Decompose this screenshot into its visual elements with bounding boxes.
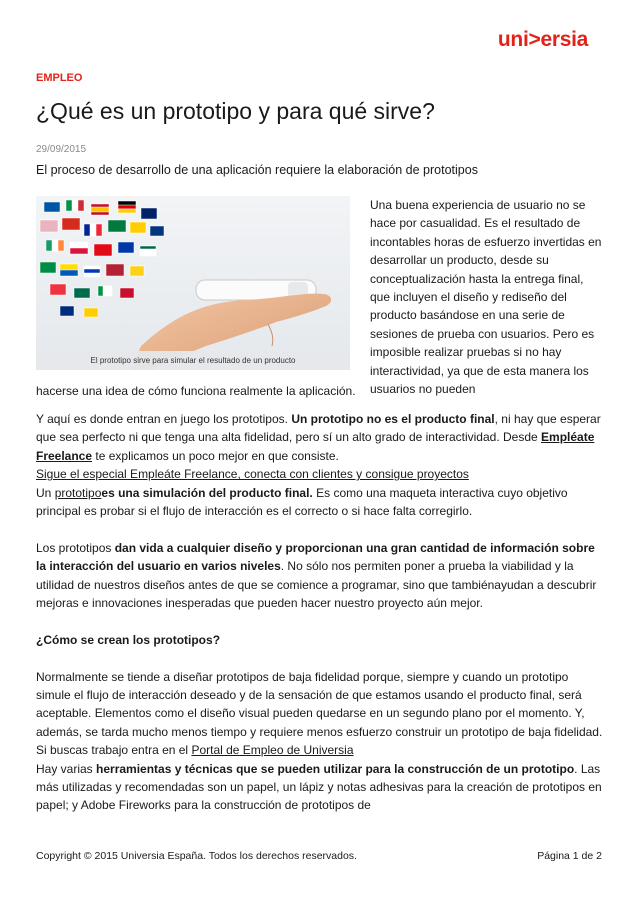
text: Y aquí es donde entran en juego los prototipos. [36, 412, 292, 426]
page-footer [36, 850, 602, 862]
especial-freelance-link[interactable]: Sigue el especial Empleáte Freelance, conecta con clientes y consigue proyectos [36, 467, 469, 482]
bold-text: Un prototipo no es el producto final [291, 412, 495, 426]
article-body [36, 410, 606, 815]
text: Es como una maqueta interactiva cuyo objetivo principal es probar si el flujo de interacción es el correcto o si hace falta corregirlo. [36, 485, 568, 519]
image-caption: El prototipo sirve para simular el resultado de un producto [36, 351, 350, 370]
text: . Las más utilizadas y recomendadas son un papel, un lápiz y notas adhesivas para la creación de prototipos en papel; y Adobe Fireworks para la construcción de prototipos de [36, 761, 602, 813]
paragraph-portal [36, 741, 606, 759]
bold-text: dan vida a cualquier diseño y proporcionan una gran cantidad de información sobre la interacción del usuario en varios niveles [36, 540, 595, 574]
hand-phone-flags-illustration [36, 196, 350, 370]
text: Un [36, 485, 55, 500]
empleate-freelance-link[interactable]: Empléate Freelance [36, 430, 595, 463]
heading-text: ¿Cómo se crean los prototipos? [36, 632, 221, 647]
paragraph-tools [36, 760, 606, 815]
text: , ni hay que esperar que sea perfecto ni que tenga una alta fidelidad, pero sí un alto grado de interactividad. Desde [36, 412, 601, 445]
copyright-text: Copyright © 2015 Universia España. Todos los derechos reservados. [36, 850, 357, 862]
text: . No sólo nos permiten poner a prueba la viabilidad y la utilidad de nuestros diseños antes de que se comience a programar, sino que tambiénayudan a descubrir mejoras e innovaciones inesperadas que pueden hacer nuestro proyecto aún mejor. [36, 559, 597, 611]
intro-continuation [36, 382, 606, 400]
article-image [36, 196, 350, 370]
paragraph-definition [36, 484, 606, 521]
intro-continuation-text: hacerse una idea de cómo funciona realmente la aplicación. [36, 384, 356, 398]
text: Si buscas trabajo entra en el [36, 743, 192, 758]
paragraph-prototypes-intro [36, 410, 606, 465]
article-category: EMPLEO [36, 72, 83, 84]
paragraph-benefits [36, 539, 606, 613]
intro-paragraph [370, 196, 602, 398]
section-heading [36, 631, 606, 649]
bold-text: es una simulación del producto final. [101, 485, 313, 500]
bold-text: herramientas y técnicas que se pueden utilizar para la construcción de un prototipo [96, 761, 575, 776]
text: Los prototipos [36, 540, 115, 555]
paragraph-freelance-link [36, 465, 606, 483]
intro-text: Una buena experiencia de usuario no se hace por casualidad. Es el resultado de incontables horas de esfuerzo invertidas en desarrollar un producto, desde su conceptualización hasta la entrega final, que incluyen el diseño y rediseño del producto basándose en una serie de sesiones de prueba con usuarios. Pero es imposible realizar pruebas si no hay interactividad, ya que de esta manera los usuarios no pueden [370, 198, 602, 397]
article-subtitle: El proceso de desarrollo de una aplicación requiere la elaboración de prototipos [36, 163, 478, 177]
page-number: Página 1 de 2 [537, 850, 602, 862]
prototipo-link[interactable]: prototipo [54, 485, 102, 500]
article-date: 29/09/2015 [36, 144, 87, 155]
universia-logo: uni>ersia [497, 28, 588, 51]
paragraph-low-fidelity: Normalmente se tiende a diseñar prototipos de baja fidelidad porque, siempre y cuando un prototipo simule el flujo de interacción deseado y de la sensación de que estamos usando el producto final, será aceptable. Elementos como el diseño visual pueden quedarse en un segundo plano por el momento. Y, además, se tarda mucho menos tiempo y requiere menos esfuerzo construir un prototipo de baja fidelidad. [36, 669, 603, 739]
text: te explicamos un poco mejor en que consiste. [92, 448, 339, 463]
article-title: ¿Qué es un prototipo y para qué sirve? [36, 98, 435, 124]
text: Hay varias [36, 761, 97, 776]
portal-empleo-link[interactable]: Portal de Empleo de Universia [191, 743, 354, 758]
